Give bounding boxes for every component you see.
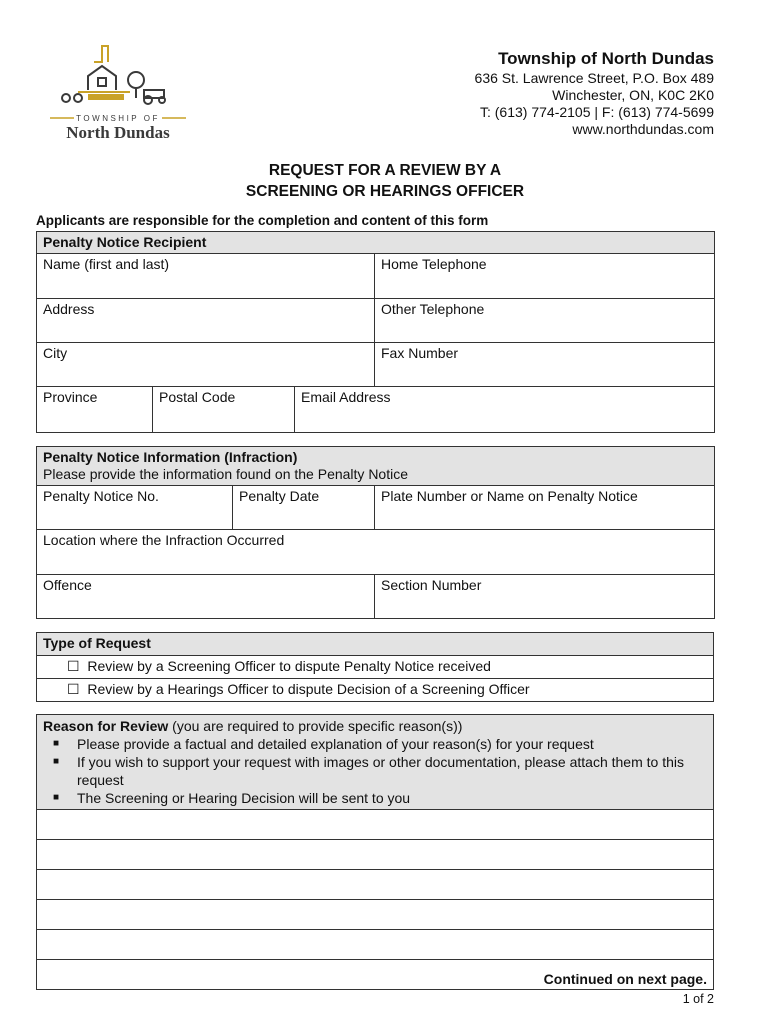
hearings-officer-label: Review by a Hearings Officer to dispute Decision of a Screening Officer — [87, 681, 530, 697]
reason-line[interactable] — [37, 810, 714, 840]
reason-heading: Reason for Review — [43, 718, 169, 734]
form-title-line-2: SCREENING OR HEARINGS OFFICER — [245, 183, 525, 200]
home-telephone-field[interactable]: Home Telephone — [375, 254, 715, 299]
reason-line[interactable] — [37, 840, 714, 870]
city-field[interactable]: City — [37, 343, 375, 387]
page-number: 1 of 2 — [682, 992, 714, 1006]
postal-code-field[interactable]: Postal Code — [153, 387, 295, 433]
responsibility-note: Applicants are responsible for the completion and content of this form — [36, 213, 489, 228]
bullet-icon: ■ — [53, 792, 60, 803]
reason-instructions — [43, 735, 707, 807]
logo-name: North Dundas — [66, 123, 170, 142]
reason-line[interactable] — [37, 900, 714, 930]
form-title-line-1: REQUEST FOR A REVIEW BY A — [268, 162, 502, 179]
continued-note: Continued on next page. — [37, 960, 714, 990]
penalty-date-field[interactable]: Penalty Date — [233, 486, 375, 530]
province-field[interactable]: Province — [37, 387, 153, 433]
reason-header — [37, 715, 714, 810]
reason-heading-note: (you are required to provide specific reason(s)) — [168, 718, 463, 734]
other-telephone-field[interactable]: Other Telephone — [375, 299, 715, 343]
reason-line[interactable] — [37, 930, 714, 960]
bullet-icon: ■ — [53, 756, 60, 767]
address-field[interactable]: Address — [37, 299, 375, 343]
list-item: ■ Please provide a factual and detailed explanation of your reason(s) for your request — [53, 736, 594, 752]
section-number-field[interactable]: Section Number — [375, 575, 715, 619]
checkbox-icon[interactable]: ☐ — [67, 681, 80, 697]
request-type-section — [36, 632, 714, 702]
fax-number-field[interactable]: Fax Number — [375, 343, 715, 387]
screening-officer-label: Review by a Screening Officer to dispute Penalty Notice received — [87, 658, 491, 674]
infraction-header — [37, 447, 715, 486]
address-line-2: Winchester, ON, K0C 2K0 — [552, 87, 714, 103]
org-name: Township of North Dundas — [498, 49, 714, 68]
infraction-subheading: Please provide the information found on the Penalty Notice — [43, 466, 409, 482]
screening-officer-option[interactable] — [37, 656, 714, 679]
north-dundas-logo — [48, 38, 188, 142]
infraction-section — [36, 446, 715, 619]
hearings-officer-option[interactable] — [37, 679, 714, 702]
offence-field[interactable]: Offence — [37, 575, 375, 619]
email-address-field[interactable]: Email Address — [295, 387, 715, 433]
request-type-heading: Type of Request — [37, 633, 714, 656]
recipient-section — [36, 231, 715, 433]
location-field[interactable]: Location where the Infraction Occurred — [37, 530, 715, 575]
name-field[interactable]: Name (first and last) — [37, 254, 375, 299]
reason-section — [36, 714, 714, 990]
address-line-1: 636 St. Lawrence Street, P.O. Box 489 — [474, 70, 714, 86]
reason-line[interactable] — [37, 870, 714, 900]
form-title — [0, 160, 770, 202]
checkbox-icon[interactable]: ☐ — [67, 658, 80, 674]
recipient-heading: Penalty Notice Recipient — [37, 232, 715, 254]
contact-header — [475, 48, 714, 138]
plate-number-field[interactable]: Plate Number or Name on Penalty Notice — [375, 486, 715, 530]
logo-top-text: TOWNSHIP OF — [76, 114, 160, 123]
list-item: ■ If you wish to support your request with images or other documentation, please attach them to this request — [53, 754, 684, 788]
list-item: ■ The Screening or Hearing Decision will be sent to you — [53, 790, 411, 806]
penalty-notice-no-field[interactable]: Penalty Notice No. — [37, 486, 233, 530]
phone-fax: T: (613) 774-2105 | F: (613) 774-5699 — [479, 104, 714, 120]
infraction-heading: Penalty Notice Information (Infraction) — [43, 449, 298, 465]
bullet-icon: ■ — [53, 738, 60, 749]
website: www.northdundas.com — [572, 121, 714, 137]
